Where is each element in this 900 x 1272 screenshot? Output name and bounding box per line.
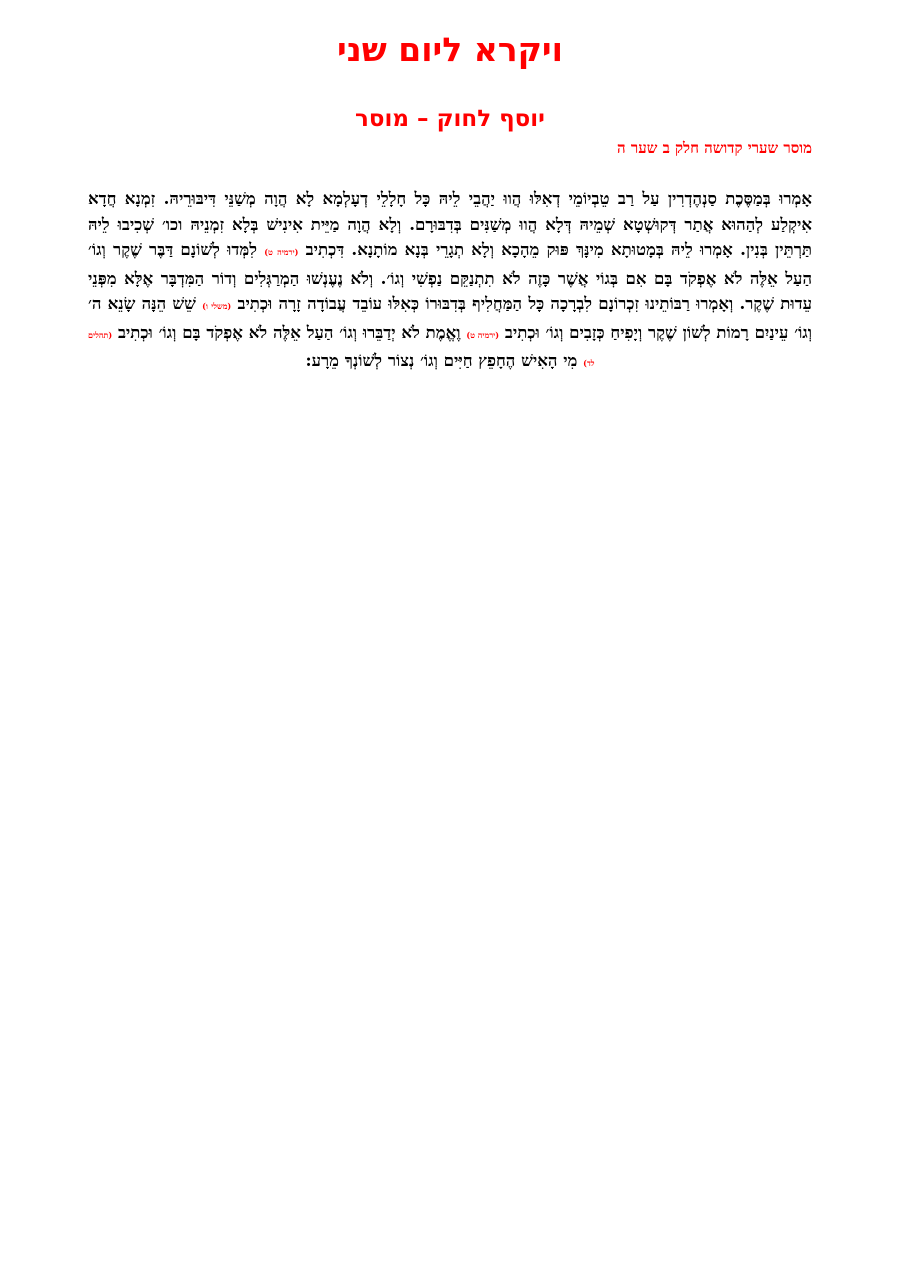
verse-reference: (משלי ו) [202,301,232,311]
body-text-part-4: וֶאֱמֶת לֹא יְדַבֵּרוּ וְגוֹ׳ הַעַל אֵלֶּה לֹא אֶפְקֹד בָּם וְגוֹ׳ וּכְתִיב [117,321,461,342]
body-text-part-2: לִמְּדוּ לְשׁוֹנָם דַּבֶּר שֶׁקֶר וְגוֹ׳ הַעַל אֵלֶּה לֹא אֶפְקֹד בָּם אִם בְּגוֹי אֲשֶׁר כָּזֶה לֹא תִתְנַקֵּם נַפְשִׁי וְגוֹ׳. וְלֹא נֶעֶנְשׁוּ הַמְרַגְּלִים וְדוֹר הַמִּדְבָּר אֶלָּא מִפְּנֵי עֵדוּת שֶׁקֶר. וְאָמְרוּ רַבּוֹתֵינוּ זִכְרוֹנָם לִבְרָכָה כָּל הַמַּחֲלִיף בְּדִבּוּרוֹ כְּאִלּוּ עוֹבֵד עֲבוֹדָה זָרָה וּכְתִיב [88,239,812,313]
body-text-part-1: אָמְרוּ בְּמַסֶּכֶת סַנְהֶדְרִין עַל רַב טֵבְיוֹמֵי דְאִלּוּ הֲווּ יַהֲבֵי לֵיהּ כָּל חָלָלֵי דְעָלְמָא לָא הֲוָה מְשַׁנֵּי דִּיבּוּרֵיהּ. זִמְנָא חֲדָא אִיקְלַע לְהַהוּא אֲתַר דְּקוּשְׁטָא שְׁמֵיהּ דְּלָא הֲווּ מְשַׁנִּים בְּדִבּוּרָם. וְלָא הֲוָה מַיֵּית אִינִישׁ בְּלָא זִמְנֵיהּ וכו׳ שְׁכִיבוּ לֵיהּ תַּרְתֵּין בְּנִין. אָמְרוּ לֵיהּ בְּמָטוּתָא מִינָּךְ פּוּק מֵהָכָא וְלָא תְגָרֵי בְּנָא מוֹתָנָא. דִּכְתִיב [88,188,813,259]
body-text-part-5: מִי הָאִישׁ הֶחָפֵץ חַיִּים וְגוֹ׳ נְצוֹר לְשׁוֹנְךָ מֵרָע: [305,350,578,370]
verse-reference: (ירמיה ט) [264,247,299,257]
source-reference: מוסר שערי קדושה חלק ב שער ה [617,139,812,157]
page-title: ויקרא ליום שני [337,30,563,69]
body-text [88,186,812,377]
body-text-part-3: שֵׁשׁ הֵנָּה שָׂנֵא ה׳ וְגוֹ׳ עֵינַיִם רָמוֹת לְשׁוֹן שֶׁקֶר וְיָפִיחַ כְּזָבִים וְגוֹ׳ וּכְתִיב [88,293,813,342]
verse-reference: (תהלים לד) [88,329,595,368]
verse-reference: (ירמיה ט) [466,329,500,340]
section-subtitle: יוסף לחוק – מוסר [355,106,545,132]
